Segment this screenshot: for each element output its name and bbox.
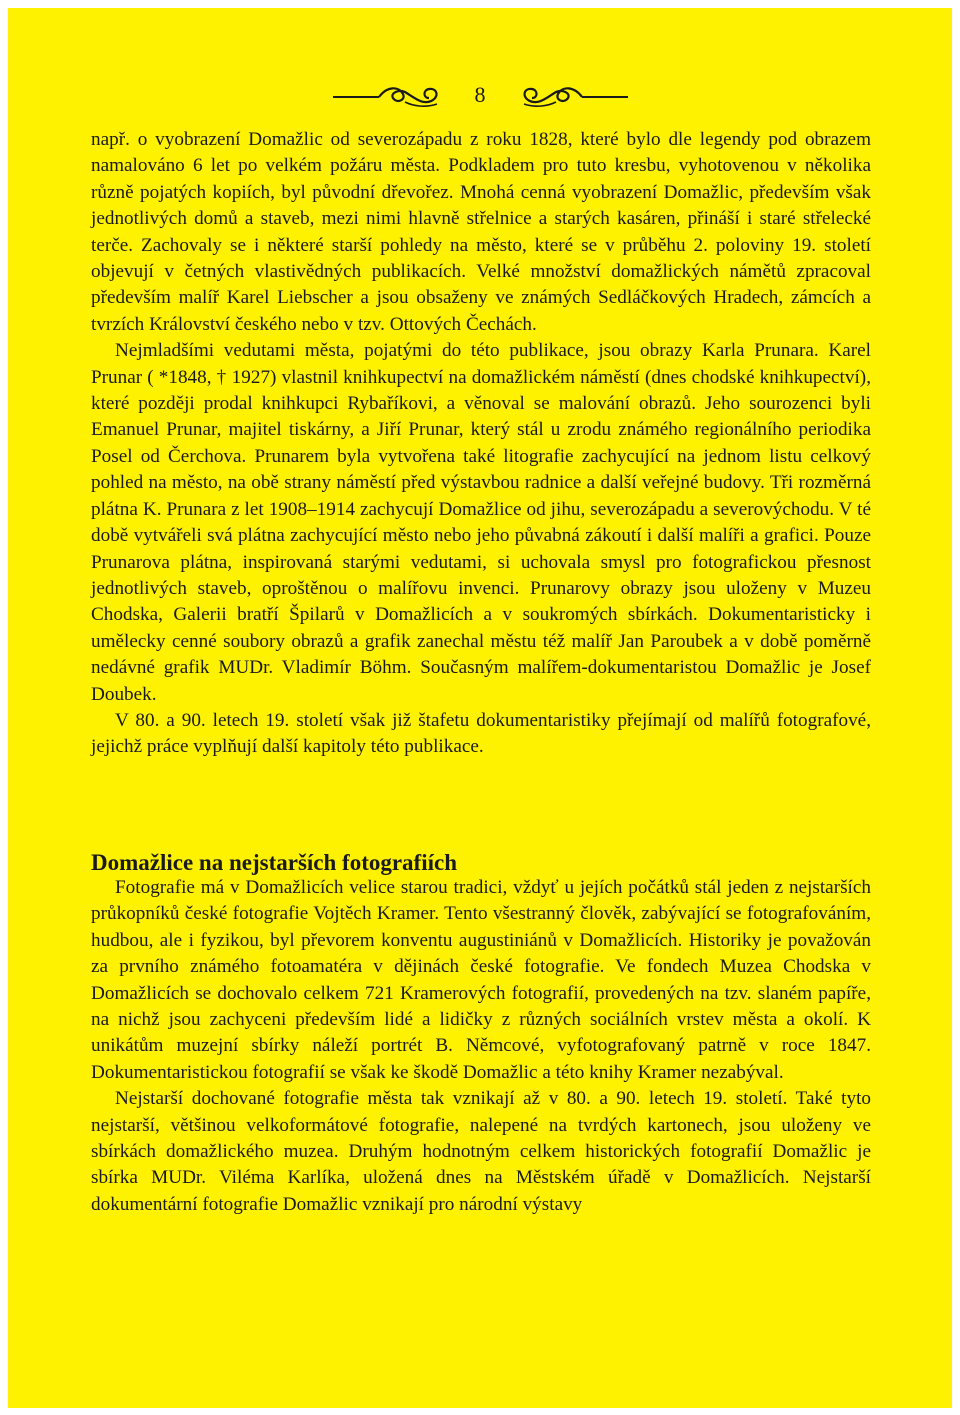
page-number: 8 [474,82,486,107]
paragraph: Nejmladšími vedutami města, pojatými do této publikace, jsou obrazy Karla Prunara. Karel Prunar ( *1848, † 1927) vlastnil knihkupectví na domažlickém náměstí (dnes chodské knihkupectví), které později prodal knihkupci Rybaříkovi, a věnoval se malování obrazů. Jeho sourozenci byli Emanuel Prunar, majitel tiskárny, a Jiří Prunar, který stál u zrodu známého regionálního periodika Posel od Čerchova. Prunarem byla vytvořena také litografie zachycující na jednom listu celkový pohled na město, na obě strany náměstí před výstavbou radnice a další veřejné budovy. Tři rozměrná plátna K. Prunara z let 1908–1914 zachycují Domažlice od jihu, severozápadu a severovýchodu. V té době vytvářeli svá plátna zachycující město nebo jeho půvabná zákoutí i další malíři a grafici. Pouze Prunarova plátna, inspirovaná starými vedutami, si uchovala smysl pro fotografickou přesnost jednotlivých staveb, oproštěnou o malířovu invenci. Prunarovy obrazy jsou uloženy v Muzeu Chodska, Galerii bratří Špilarů v Domažlicích a v soukromých sbírkách. Dokumentaristicky i umělecky cenné soubory obrazů a grafik zanechal městu též malíř Jan Paroubek a v době poměrně nedávné grafik MUDr. Vladimír Böhm. Současným malířem-dokumentaristou Domažlic je Josef Doubek. [91,340,871,705]
page [8,8,952,1408]
paragraph: Nejstarší dochované fotografie města tak vznikají až v 80. a 90. letech 19. století. Také tyto nejstarší, většinou velkoformátové fotografie, nalepené na tvrdých kartonech, jsou uloženy ve sbírkách domažlického muzea. Druhým hodnotným celkem historických fotografií Domažlic je sbírka MUDr. Viléma Karlíka, uložená dnes na Městském úřadě v Domažlicích. Nejstarší dokumentární fotografie Domažlic vznikají pro národní výstavy [91,1088,871,1215]
section-heading: Domažlice na nejstarších fotografiích [91,850,458,875]
body-text-section-1 [91,127,871,761]
paragraph: Fotografie má v Domažlicích velice starou tradici, vždyť u jejích počátků stál jeden z nejstarších průkopníků české fotografie Vojtěch Kramer. Tento všestranný člověk, zabývající se fotografováním, hudbou, ale i fyzikou, byl převorem konventu augustiniánů v Domažlicích. Historiky je považován za prvního známého fotoamatéra v dějinách české fotografie. Ve fondech Muzea Chodska v Domažlicích se dochovalo celkem 721 Kramerových fotografií, provedených na tzv. slaném papíře, na nichž jsou zachyceni především lidé a lidičky z různých sociálních vrstev města a okolí. K unikátům muzejní sbírky náleží portrét B. Němcové, vyfotografovaný patrně v roce 1847. Dokumentaristickou fotografií se však ke škodě Domažlic a této knihy Kramer nezabýval. [91,877,871,1083]
paragraph: např. o vyobrazení Domažlic od severozápadu z roku 1828, které bylo dle legendy pod obrazem namalováno 6 let po velkém požáru města. Podkladem pro tuto kresbu, vyhotovenou v několika různě pojatých kopiích, byl původní dřevořez. Mnohá cenná vyobrazení Domažlic, především však jednotlivých domů a staveb, mezi nimi hlavně střelnice a starých kasáren, přináší i staré střelecké terče. Zachovaly se i některé starší pohledy na město, které se v průběhu 2. poloviny 19. století objevují v četných vlastivědných publikacích. Velké množství domažlických námětů zpracoval především malíř Karel Liebscher a jsou obsaženy ve známých Sedláčkových Hradech, zámcích a tvrzích Království českého nebo v tzv. Ottových Čechách. [91,129,871,335]
paragraph: V 80. a 90. letech 19. století však již štafetu dokumentaristiky přejímají od malířů fotografové, jejichž práce vyplňují další kapitoly této publikace. [91,709,871,758]
body-text-section-2 [91,875,871,1218]
ornament-left-icon [333,80,443,112]
ornament-right-icon [518,80,628,112]
page-header [8,80,952,112]
